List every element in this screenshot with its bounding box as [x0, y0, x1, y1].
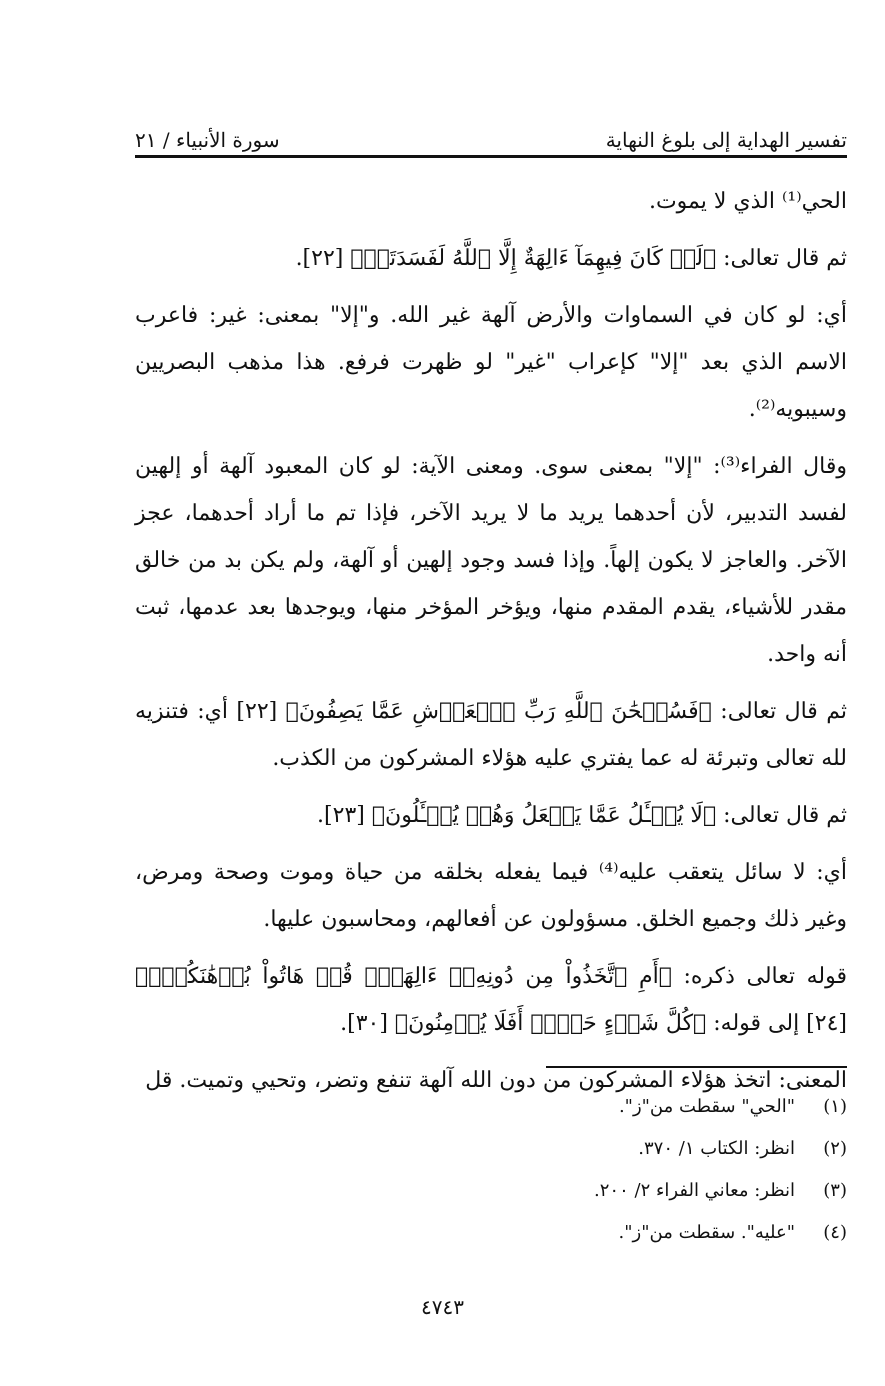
footnotes — [135, 1086, 847, 1254]
paragraph-7: أي: لا سائل يتعقب عليه⁽⁴⁾ فيما يفعله بخلقه من حياة وموت وصحة ومرض، وغير ذلك وجميع الخلق. مسؤولون عن أفعالهم، ومحاسبون عليها. — [135, 860, 847, 932]
paragraph-8: قوله تعالى ذكره: ﴿أَمِ ٱتَّخَذُواْ مِن دُونِهِۦٓ ءَالِهَةٗۖ قُلۡ هَاتُواْ بُرۡهَٰنَكُمۡۖ﴾ [٢٤] إلى قوله: ﴿كُلَّ شَيۡءٍ حَيٍّۚ أَفَلَا يُؤۡمِنُونَ﴾ [٣٠]. — [135, 964, 847, 1036]
footnote-text: انظر: الكتاب ١/ ٣٧٠. — [638, 1138, 795, 1159]
footnote-number: (٤) — [823, 1222, 847, 1243]
footnote-number: (١) — [823, 1096, 847, 1117]
footnote-number: (٣) — [823, 1180, 847, 1201]
page-number: ٤٧٤٣ — [421, 1295, 464, 1319]
footnote-rule — [546, 1066, 847, 1068]
paragraph-2: ثم قال تعالى: ﴿لَوۡ كَانَ فِيهِمَآ ءَالِهَةٌ إِلَّا ٱللَّهُ لَفَسَدَتَاۚ﴾ [٢٢]. — [295, 246, 847, 271]
paragraph-3: أي: لو كان في السماوات والأرض آلهة غير الله. و"إلا" بمعنى: غير: فاعرب الاسم الذي بعد "إلا" كإعراب "غير" لو ظهرت فرفع. هذا مذهب البصريين وسيبويه⁽²⁾. — [135, 303, 847, 422]
header-rule — [135, 155, 847, 158]
paragraph-5: ثم قال تعالى: ﴿فَسُبۡحَٰنَ ٱللَّهِ رَبِّ ٱلۡعَرۡشِ عَمَّا يَصِفُونَ﴾ [٢٢] أي: فتنزيه لله تعالى وتبرئة له عما يفتري عليه هؤلاء المشركون من الكذب. — [135, 699, 847, 771]
footnote — [135, 1170, 847, 1212]
paragraph-9: المعنى: اتخذ هؤلاء المشركون من دون الله آلهة تنفع وتضر، وتحيي وتميت. قل — [145, 1068, 847, 1093]
footnote-text: "الحي" سقطت من"ز". — [618, 1096, 795, 1117]
footnote-number: (٢) — [823, 1138, 847, 1159]
footnote — [135, 1086, 847, 1128]
main-text — [135, 178, 847, 1114]
footnote — [135, 1212, 847, 1254]
surah-reference: سورة الأنبياء / ٢١ — [135, 128, 280, 152]
book-title: تفسير الهداية إلى بلوغ النهاية — [605, 128, 847, 152]
paragraph-1: الحي⁽¹⁾ الذي لا يموت. — [648, 189, 847, 214]
footnote — [135, 1128, 847, 1170]
running-header — [135, 112, 847, 152]
footnote-text: انظر: معاني الفراء ٢/ ٢٠٠. — [594, 1180, 795, 1201]
paragraph-6: ثم قال تعالى: ﴿لَا يُسۡـَٔلُ عَمَّا يَفۡعَلُ وَهُمۡ يُسۡـَٔلُونَ﴾ [٢٣]. — [317, 803, 847, 828]
paragraph-4: وقال الفراء⁽³⁾: "إلا" بمعنى سوى. ومعنى الآية: لو كان المعبود آلهة أو إلهين لفسد التدبير، لأن أحدهما يريد ما لا يريد الآخر، فإذا تم ما أراد أحدهما، عجز الآخر. والعاجز لا يكون إلهاً. وإذا فسد وجود إلهين أو آلهة، ولم يكن بد من خالق مقدر للأشياء، يقدم المقدم منها، ويؤخر المؤخر منها، ويوجدها بعد عدمها، ثبت أنه واحد. — [135, 454, 847, 667]
footnote-text: "عليه". سقطت من"ز". — [618, 1222, 795, 1243]
